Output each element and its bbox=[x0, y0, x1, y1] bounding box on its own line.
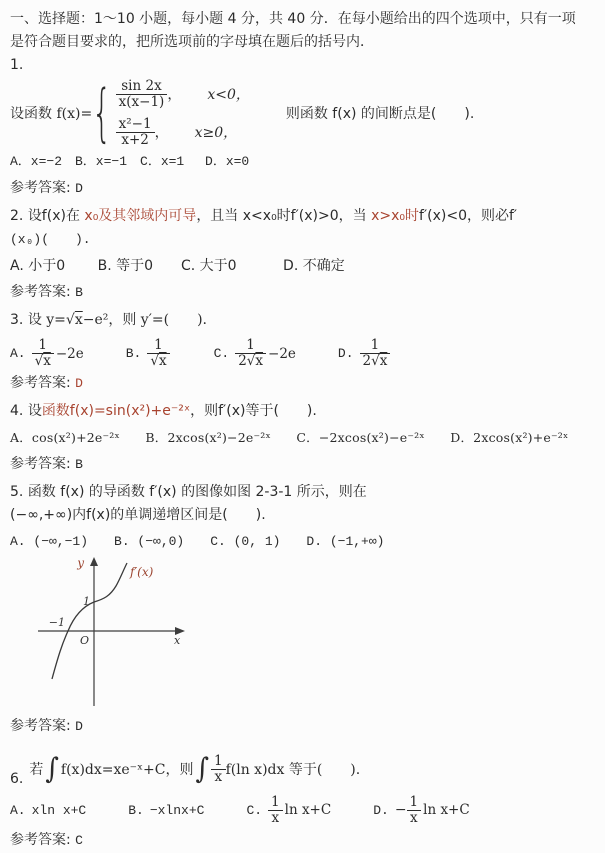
q2-answer: B bbox=[75, 285, 83, 301]
q4-lead-red: 函数f(x)=sin(x²)+e⁻²ˣ bbox=[41, 403, 191, 420]
q4-lead bbox=[10, 400, 595, 423]
q3-option-b-den bbox=[147, 354, 169, 369]
q6-option-a-text: xln x+C bbox=[31, 802, 87, 818]
q3-option-d-den-arg: x bbox=[379, 353, 388, 370]
q3-option-c-fraction bbox=[235, 338, 266, 369]
q5-options: A. (−∞,−1) B. (−∞,0) C. (0, 1) D. (−1,+∞) bbox=[10, 534, 385, 550]
q6-option-d-suffix: ln x+C bbox=[423, 802, 470, 819]
q3-answer-label: 参考答案: bbox=[10, 375, 71, 392]
q3-sqrt-arg: x bbox=[74, 312, 83, 329]
q3-option-a-den bbox=[32, 354, 54, 369]
q2-options: A. 小于0 B. 等于0 C. 大于0 D. 不确定 bbox=[10, 258, 345, 275]
q2-lead-part2: ，且当 x<x₀时f′(x)>0，当 bbox=[196, 208, 372, 225]
q1-case-1-denominator: x(x−1) bbox=[118, 93, 165, 110]
curve-label: f′(x) bbox=[130, 565, 154, 580]
derivative-graph bbox=[34, 556, 194, 708]
q1-formula bbox=[10, 75, 595, 149]
q3-answer-line bbox=[10, 371, 595, 396]
q3-number: 3. bbox=[10, 312, 24, 329]
q3-option-d-letter: D. bbox=[337, 346, 354, 362]
q4-number: 4. bbox=[10, 403, 24, 420]
q3-option-b bbox=[126, 338, 172, 369]
q6-option-d bbox=[373, 795, 470, 826]
q1-lead: 设函数 f(x)= bbox=[10, 106, 93, 123]
q3-lead-post: −e²，则 y′=( ). bbox=[82, 312, 208, 329]
q3-option-b-den-arg: x bbox=[158, 353, 167, 370]
q1-case-1-fraction bbox=[116, 79, 168, 110]
q5-figure bbox=[34, 556, 595, 712]
integral-icon: ∫ bbox=[45, 752, 59, 786]
q6-answer-line bbox=[10, 828, 595, 853]
q2-lead-red2: x>x₀时 bbox=[371, 208, 420, 225]
q1-answer: D bbox=[75, 181, 83, 197]
radical-icon: √ bbox=[371, 353, 380, 370]
q3-option-a-den-arg: x bbox=[43, 353, 51, 370]
q2-lead-line2: (x₀)( ). bbox=[10, 232, 91, 248]
q1-answer-line bbox=[10, 176, 595, 201]
q6-option-c bbox=[246, 795, 331, 826]
q5-answer-label: 参考答案: bbox=[10, 718, 71, 735]
q3-option-c-suffix: −2e bbox=[268, 345, 296, 362]
x-axis-label: x bbox=[174, 634, 181, 648]
q6-option-d-fraction bbox=[407, 795, 422, 826]
q3-option-d bbox=[338, 338, 392, 369]
q6-lead-post: f(ln x)dx 等于( ). bbox=[225, 762, 361, 779]
q3-options bbox=[10, 338, 595, 369]
q6-options bbox=[10, 795, 595, 826]
q1-case-2-denominator: x+2 bbox=[121, 131, 149, 148]
q2-lead-red1: x₀及其邻域内可导 bbox=[84, 208, 197, 225]
section-header-line1: 一、选择题：1～10 小题，每小题 4 分，共 40 分．在每小题给出的四个选项中，只有一项 bbox=[10, 11, 576, 27]
q1-case-1-condition: x<0， bbox=[207, 87, 250, 104]
q3-option-c-den-arg: x bbox=[255, 353, 264, 370]
q3-option-d-den bbox=[360, 354, 391, 369]
q3-lead-pre: 设 y= bbox=[27, 312, 66, 329]
q6-option-c-fraction bbox=[268, 795, 283, 826]
q6-option-b bbox=[128, 803, 204, 818]
q6-option-b-text: −xlnx+C bbox=[149, 802, 205, 818]
y-axis-arrow-icon bbox=[90, 557, 98, 566]
q1-case-1-comma: ， bbox=[167, 87, 182, 104]
q3-answer: D bbox=[75, 376, 83, 392]
q6-option-c-letter: C. bbox=[246, 802, 263, 818]
radical-icon: √ bbox=[65, 312, 75, 329]
q6-option-a-letter: A. bbox=[10, 802, 26, 818]
q1-case-2-fraction bbox=[116, 117, 155, 148]
q1-case-2 bbox=[116, 117, 250, 148]
q1-options: A．x=−2 B．x=−1 C．x=1 D．x=0 bbox=[10, 154, 250, 170]
q1-case-1-numerator: sin 2x bbox=[116, 79, 168, 95]
q6-option-b-letter: B. bbox=[128, 802, 144, 818]
q5-lead-line1 bbox=[10, 481, 595, 504]
left-brace-icon: { bbox=[92, 75, 112, 149]
q6-answer-label: 参考答案: bbox=[10, 831, 71, 848]
q4-answer: B bbox=[75, 457, 83, 473]
q6-option-d-den: x bbox=[410, 809, 418, 826]
q3-option-c-num: 1 bbox=[235, 338, 266, 354]
x-tick-label: −1 bbox=[48, 616, 65, 630]
q3-option-d-den-coef: 2 bbox=[362, 353, 372, 370]
q6-lead bbox=[10, 749, 595, 789]
q5-lead-text1: 函数 f(x) 的导函数 f′(x) 的图像如图 2-3-1 所示，则在 bbox=[27, 484, 367, 501]
origin-label: O bbox=[79, 634, 89, 648]
q3-option-a-num: 1 bbox=[32, 338, 54, 354]
integral-icon: ∫ bbox=[195, 752, 209, 786]
q6-number: 6. bbox=[10, 771, 24, 788]
q3-option-a-letter: A. bbox=[10, 346, 26, 362]
q3-option-b-fraction bbox=[147, 338, 169, 369]
q1-case-2-numerator: x²−1 bbox=[116, 117, 155, 133]
q2-number: 2. bbox=[10, 208, 24, 225]
q3-option-c-den-coef: 2 bbox=[238, 353, 247, 370]
q6-option-c-suffix: ln x+C bbox=[284, 802, 332, 819]
q1-case-1 bbox=[116, 79, 250, 110]
q1-piecewise-cases bbox=[116, 79, 250, 147]
radical-icon: √ bbox=[34, 353, 44, 370]
q6-lead-frac-num: 1 bbox=[211, 754, 226, 770]
q3-option-a-fraction bbox=[32, 338, 54, 369]
q1-case-2-comma: ， bbox=[154, 125, 169, 142]
q6-option-c-den: x bbox=[271, 809, 280, 826]
q4-lead-part2: ，则f′(x)等于( ). bbox=[190, 403, 317, 420]
q3-option-d-num: 1 bbox=[360, 338, 391, 354]
q4-lead-part1: 设 bbox=[27, 403, 42, 420]
q4-answer-label: 参考答案: bbox=[10, 456, 71, 473]
q6-option-a bbox=[10, 803, 86, 818]
q3-option-b-num: 1 bbox=[147, 338, 169, 354]
q3-option-c bbox=[214, 338, 296, 369]
q5-lead-line2: (−∞,+∞)内f(x)的单调递增区间是( ). bbox=[10, 507, 266, 524]
q5-number: 5. bbox=[10, 484, 24, 501]
q2-answer-line bbox=[10, 280, 595, 305]
q6-option-d-sign: − bbox=[394, 802, 407, 819]
q6-lead-pre: 若 bbox=[29, 762, 44, 779]
q3-option-c-letter: C. bbox=[213, 346, 230, 362]
q5-answer: D bbox=[75, 719, 83, 735]
q3-option-d-fraction bbox=[360, 338, 391, 369]
q3-option-a bbox=[10, 338, 84, 369]
q6-answer: C bbox=[75, 832, 83, 848]
q3-option-a-suffix: −2e bbox=[55, 345, 84, 362]
q6-option-d-num: 1 bbox=[407, 795, 422, 811]
q3-option-b-letter: B. bbox=[125, 346, 142, 362]
q1-tail: 则函数 f(x) 的间断点是( ). bbox=[285, 106, 475, 123]
q3-option-c-den bbox=[235, 354, 266, 369]
q1-answer-label: 参考答案: bbox=[10, 180, 71, 197]
q6-option-c-num: 1 bbox=[268, 795, 283, 811]
q1-number: 1. bbox=[10, 57, 24, 73]
q6-option-d-letter: D. bbox=[373, 802, 389, 818]
q3-lead bbox=[10, 309, 595, 332]
q6-lead-frac-den: x bbox=[214, 768, 223, 785]
q6-lead-mid: f(x)dx=xe⁻ˣ+C，则 bbox=[60, 762, 194, 779]
y-axis-label: y bbox=[77, 556, 84, 571]
section-header-line2: 是符合题目要求的，把所选项前的字母填在题后的括号内． bbox=[10, 34, 374, 50]
q4-answer-line bbox=[10, 452, 595, 477]
q1-case-2-condition: x≥0， bbox=[194, 125, 238, 142]
q6-lead-fraction bbox=[211, 754, 226, 785]
y-tick-label: 1 bbox=[83, 595, 90, 609]
radical-icon: √ bbox=[246, 353, 256, 370]
q5-answer-line bbox=[10, 714, 595, 739]
radical-icon: √ bbox=[150, 353, 159, 370]
q2-lead-part3: f′(x)<0，则必f′ bbox=[419, 208, 518, 225]
q2-answer-label: 参考答案: bbox=[10, 284, 71, 301]
q2-lead-part1: 设f(x)在 bbox=[27, 208, 85, 225]
q2-lead bbox=[10, 205, 595, 228]
q4-options: A．cos(x²)+2e⁻²ˣ B．2xcos(x²)−2e⁻²ˣ C．−2xcos(x²)−e⁻²ˣ D．2xcos(x²)+e⁻²ˣ bbox=[10, 430, 569, 446]
